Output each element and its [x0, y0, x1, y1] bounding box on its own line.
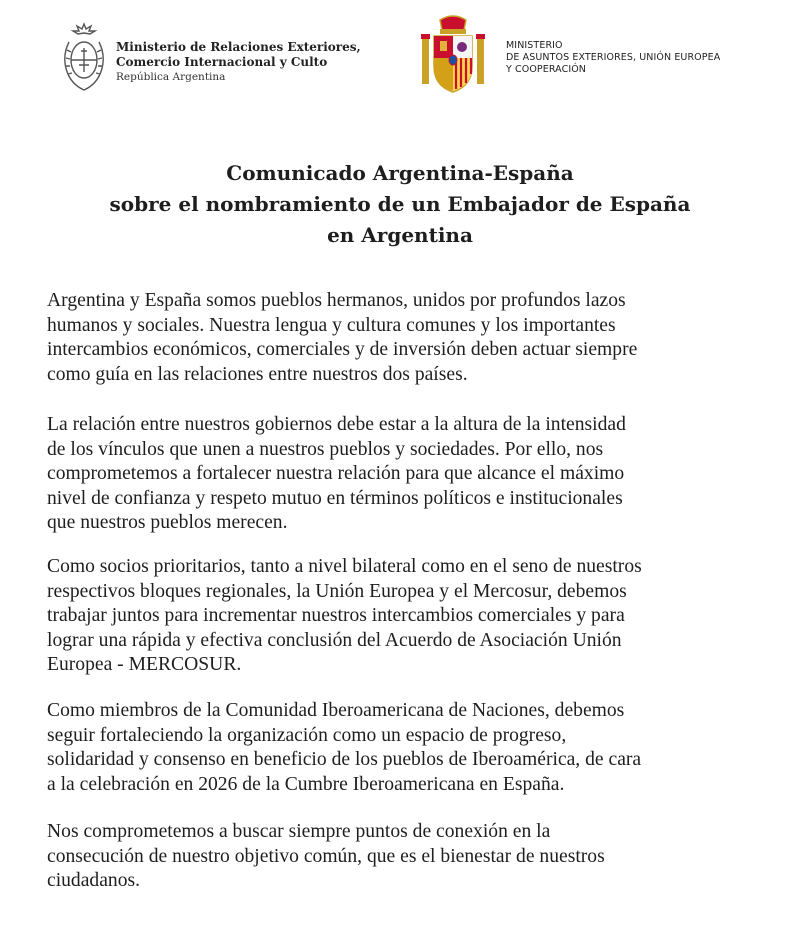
- paragraph-2: [47, 413, 759, 536]
- spain-ministry-text: [506, 40, 720, 76]
- paragraph-line: Nos comprometemos a buscar siempre puntos de conexión en la: [47, 821, 551, 842]
- paragraph-line: como guía en las relaciones entre nuestros dos países.: [47, 363, 468, 385]
- spain-ministry-line2: DE ASUNTOS EXTERIORES, UNIÓN EUROPEA: [506, 52, 721, 63]
- paragraph-line: solidaridad y consenso en beneficio de los pueblos de Iberoamérica, de cara: [47, 749, 642, 770]
- paragraph-line: ciudadanos.: [47, 870, 141, 891]
- argentina-ministry-line1: Ministerio de Relaciones Exteriores,: [116, 40, 361, 54]
- paragraph-1: [47, 289, 759, 387]
- paragraph-5: [47, 820, 759, 894]
- paragraph-line: seguir fortaleciendo la organización como un espacio de progreso,: [47, 724, 567, 746]
- paragraph-line: trabajar juntos para incrementar nuestros intercambios comerciales y para: [47, 605, 625, 626]
- paragraph-line: humanos y sociales. Nuestra lengua y cultura comunes y los importantes: [47, 314, 616, 336]
- argentina-country-name: República Argentina: [116, 71, 226, 83]
- paragraph-line: que nuestros pueblos merecen.: [47, 512, 288, 533]
- paragraph-3: [47, 555, 759, 678]
- paragraph-line: intercambios económicos, comerciales y de inversión deben actuar siempre: [47, 339, 638, 360]
- paragraph-4: [47, 699, 759, 797]
- paragraph-line: Argentina y España somos pueblos hermanos, unidos por profundos lazos: [47, 290, 626, 311]
- spain-coat-of-arms-icon: [418, 14, 488, 96]
- paragraph-line: Como socios prioritarios, tanto a nivel bilateral como en el seno de nuestros: [47, 556, 642, 577]
- letterhead: [0, 0, 800, 120]
- paragraph-line: nivel de confianza y respeto mutuo en términos políticos e institucionales: [47, 487, 623, 509]
- paragraph-line: consecución de nuestro objetivo común, que es el bienestar de nuestros: [47, 845, 605, 867]
- title-line: en Argentina: [327, 223, 473, 247]
- spain-ministry-line3: Y COOPERACIÓN: [506, 64, 587, 75]
- argentina-ministry-text: [116, 40, 361, 84]
- paragraph-line: Como miembros de la Comunidad Iberoamericana de Naciones, debemos: [47, 700, 625, 721]
- paragraph-line: de los vínculos que unen a nuestros pueblos y sociedades. Por ello, nos: [47, 438, 604, 460]
- title-line: Comunicado Argentina-España: [226, 161, 574, 185]
- paragraph-line: a la celebración en 2026 de la Cumbre Iberoamericana en España.: [47, 773, 565, 795]
- paragraph-line: La relación entre nuestros gobiernos debe estar a la altura de la intensidad: [47, 414, 626, 435]
- argentina-coat-of-arms-icon: [62, 20, 106, 94]
- paragraph-line: Europea - MERCOSUR.: [47, 654, 242, 675]
- argentina-ministry-line2: Comercio Internacional y Culto: [116, 55, 328, 69]
- communique-title: [40, 158, 760, 251]
- spain-ministry-line1: MINISTERIO: [506, 40, 563, 51]
- paragraph-line: comprometemos a fortalecer nuestra relación para que alcance el máximo: [47, 463, 625, 484]
- title-line: sobre el nombramiento de un Embajador de España: [109, 192, 691, 216]
- paragraph-line: respectivos bloques regionales, la Unión Europea y el Mercosur, debemos: [47, 580, 627, 602]
- paragraph-line: lograr una rápida y efectiva conclusión del Acuerdo de Asociación Unión: [47, 629, 622, 651]
